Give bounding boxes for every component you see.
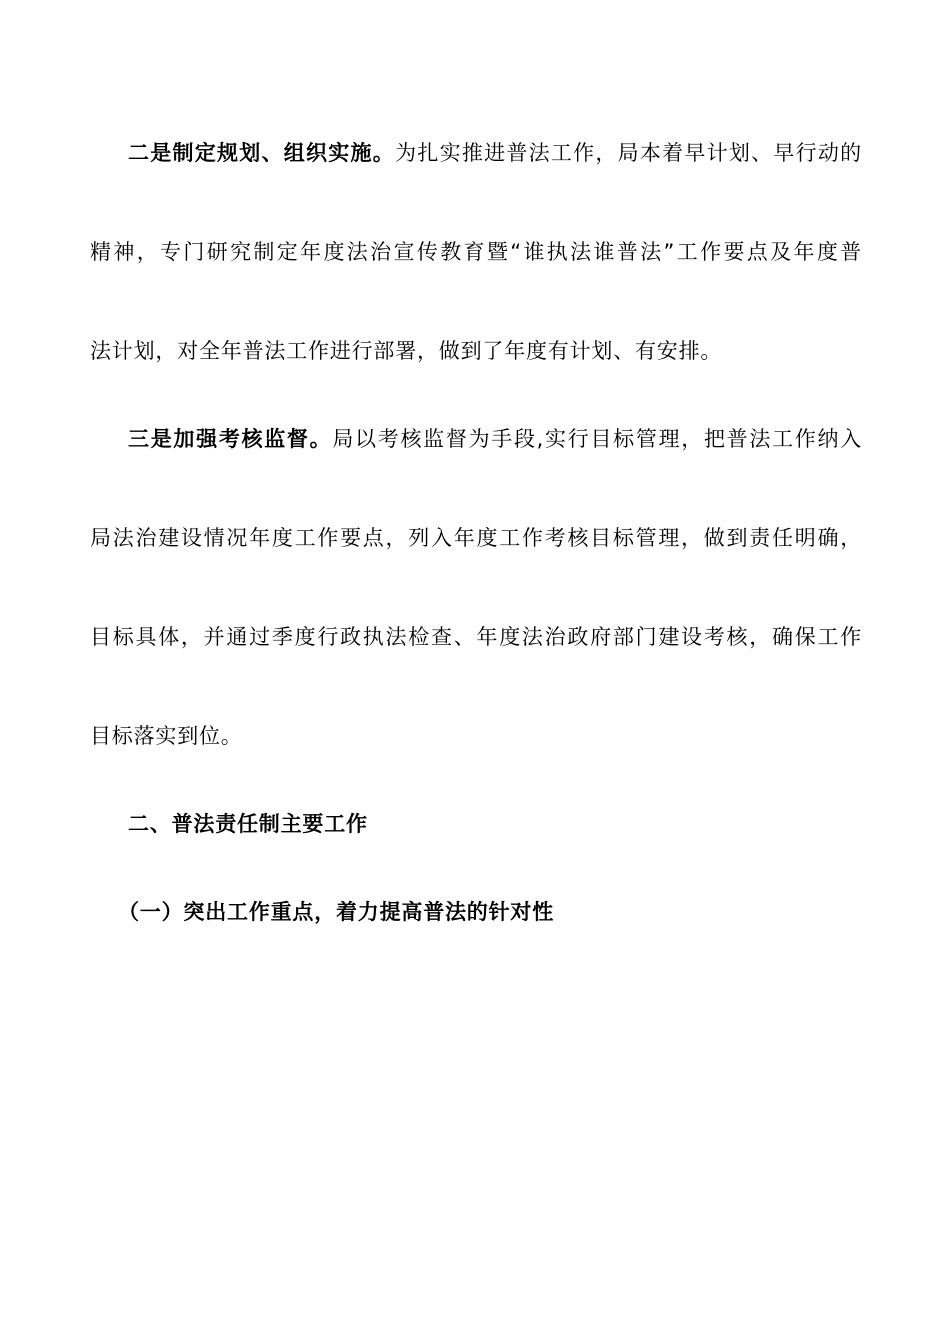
paragraph-plan-line-2: 精神，专门研究制定年度法治宣传教育暨“谁执法谁普法”工作要点及年度普 bbox=[90, 240, 862, 264]
paragraph-supervision-line-3: 目标具体，并通过季度行政执法检查、年度法治政府部门建设考核，确保工作 bbox=[90, 625, 862, 649]
paragraph-supervision-line-2: 局法治建设情况年度工作要点，列入年度工作考核目标管理，做到责任明确， bbox=[90, 526, 862, 550]
paragraph-supervision-text: 局以考核监督为手段,实行目标管理，把普法工作纳入 bbox=[332, 427, 862, 451]
paragraph-plan-line-1 bbox=[128, 138, 862, 168]
paragraph-plan-lead: 二是制定规划、组织实施。 bbox=[128, 141, 396, 165]
paragraph-plan-text: 为扎实推进普法工作，局本着早计划、早行动的 bbox=[395, 141, 862, 165]
paragraph-supervision-lead: 三是加强考核监督。 bbox=[128, 427, 333, 451]
section-heading: 二、普法责任制主要工作 bbox=[128, 812, 368, 836]
paragraph-plan-line-3: 法计划，对全年普法工作进行部署，做到了年度有计划、有安排。 bbox=[90, 339, 723, 363]
subsection-heading: （一）突出工作重点，着力提高普法的针对性 bbox=[118, 900, 554, 924]
paragraph-supervision-line-1 bbox=[128, 424, 862, 454]
paragraph-supervision-line-4: 目标落实到位。 bbox=[90, 724, 243, 748]
